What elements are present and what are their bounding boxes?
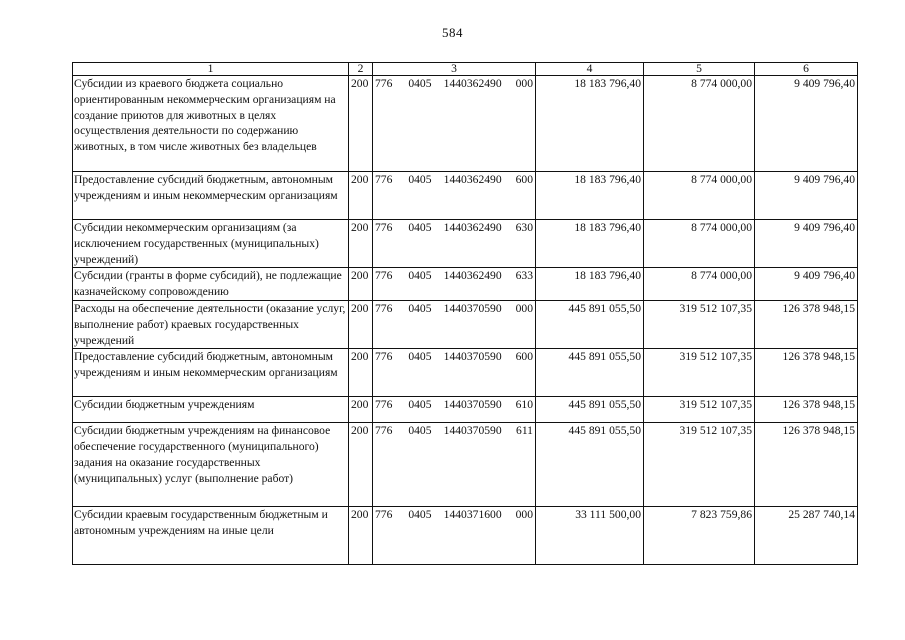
row-group-code-cell: 200 [349,172,373,220]
row-name-cell: Субсидии из краевого бюджета социально ориентированным некоммерческим организациям на создание приютов для животных в целях осуществления деятельности по содержанию животных, в том числе животных без владельцев [73,76,349,172]
row-ved-code: 776 [375,77,393,90]
page-number: 584 [442,25,463,40]
row-target-article-code: 1440370590 [443,398,502,412]
table-row [73,300,858,348]
row-classification-cell [373,268,536,301]
row-amount-col6: 126 378 948,15 [755,349,858,397]
col-header-4: 4 [536,63,644,76]
row-amount-col5: 319 512 107,35 [644,349,755,397]
row-ved-code: 776 [375,508,393,522]
row-amount-col5: 8 774 000,00 [644,220,755,268]
table-row [73,268,858,301]
row-amount-col4: 18 183 796,40 [536,220,644,268]
row-ved-code: 776 [375,350,393,364]
row-amount-col5: 8 774 000,00 [644,76,755,172]
row-section-code: 0405 [408,398,432,412]
row-expense-type-code: 000 [515,301,533,315]
row-name-cell: Предоставление субсидий бюджетным, автономным учреждениям и иным некоммерческим организациям [73,349,349,397]
row-amount-col6: 126 378 948,15 [755,397,858,423]
row-classification-cell [373,172,536,220]
row-section-code: 0405 [408,77,432,90]
row-amount-col5: 8 774 000,00 [644,172,755,220]
row-section-code: 0405 [408,424,432,438]
row-section-code: 0405 [408,173,432,186]
row-ved-code: 776 [375,424,393,438]
row-amount-col4: 445 891 055,50 [536,300,644,348]
row-expense-type-code: 600 [515,173,533,186]
budget-table [72,62,858,565]
row-classification-cell [373,507,536,565]
row-target-article-code: 1440362490 [443,173,502,186]
row-group-code-cell: 200 [349,268,373,301]
row-expense-type-code: 633 [515,269,533,283]
row-amount-col4: 445 891 055,50 [536,397,644,423]
row-section-code: 0405 [408,269,432,283]
row-target-article-code: 1440362490 [443,77,502,90]
row-expense-type-code: 000 [515,77,533,90]
row-group-code-cell: 200 [349,220,373,268]
row-amount-col6: 9 409 796,40 [755,268,858,301]
col-header-3: 3 [373,63,536,76]
row-amount-col6: 9 409 796,40 [755,76,858,172]
row-target-article-code: 1440370590 [443,350,502,364]
col-header-1: 1 [73,63,349,76]
row-name-cell: Предоставление субсидий бюджетным, автономным учреждениям и иным некоммерческим организациям [73,172,349,220]
row-expense-type-code: 611 [516,424,533,438]
row-amount-col4: 18 183 796,40 [536,268,644,301]
row-name-cell: Расходы на обеспечение деятельности (оказание услуг, выполнение работ) краевых государственных учреждений [73,300,349,348]
row-ved-code: 776 [375,269,393,283]
row-amount-col4: 18 183 796,40 [536,76,644,172]
row-amount-col6: 25 287 740,14 [755,507,858,565]
row-classification-cell [373,397,536,423]
row-classification-cell [373,220,536,268]
row-classification-cell [373,349,536,397]
row-amount-col5: 8 774 000,00 [644,268,755,301]
row-amount-col6: 126 378 948,15 [755,423,858,507]
row-name-cell: Субсидии бюджетным учреждениям на финансовое обеспечение государственного (муниципального) задания на оказание государственных (муниципальных) услуг (выполнение работ) [73,423,349,507]
row-classification-cell [373,76,536,172]
row-expense-type-code: 610 [515,398,533,412]
header-row [73,63,858,76]
row-amount-col5: 7 823 759,86 [644,507,755,565]
row-group-code-cell: 200 [349,507,373,565]
col-header-2: 2 [349,63,373,76]
row-name-cell: Субсидии краевым государственным бюджетным и автономным учреждениям на иные цели [73,507,349,565]
table-body [73,76,858,565]
row-section-code: 0405 [408,350,432,364]
row-name-cell: Субсидии некоммерческим организациям (за исключением государственных (муниципальных) учреждений) [73,220,349,268]
row-ved-code: 776 [375,398,393,412]
row-expense-type-code: 600 [515,350,533,364]
table-row [73,397,858,423]
row-amount-col6: 9 409 796,40 [755,172,858,220]
row-group-code-cell: 200 [349,423,373,507]
row-amount-col5: 319 512 107,35 [644,397,755,423]
row-group-code-cell: 200 [349,349,373,397]
row-classification-cell [373,423,536,507]
row-amount-col5: 319 512 107,35 [644,423,755,507]
row-amount-col6: 126 378 948,15 [755,300,858,348]
col-header-6: 6 [755,63,858,76]
row-name-cell: Субсидии бюджетным учреждениям [73,397,349,423]
table-row [73,349,858,397]
row-expense-type-code: 000 [515,508,533,522]
row-group-code-cell: 200 [349,397,373,423]
table-row [73,172,858,220]
row-amount-col4: 33 111 500,00 [536,507,644,565]
row-amount-col5: 319 512 107,35 [644,300,755,348]
row-amount-col6: 9 409 796,40 [755,220,858,268]
row-amount-col4: 445 891 055,50 [536,423,644,507]
row-group-code-cell: 200 [349,76,373,172]
row-ved-code: 776 [375,221,393,234]
row-expense-type-code: 630 [515,221,533,234]
row-name-cell: Субсидии (гранты в форме субсидий), не подлежащие казначейскому сопровождению [73,268,349,301]
row-target-article-code: 1440370590 [443,424,502,438]
row-amount-col4: 18 183 796,40 [536,172,644,220]
row-ved-code: 776 [375,301,393,315]
table-row [73,220,858,268]
row-target-article-code: 1440370590 [443,301,502,315]
row-section-code: 0405 [408,508,432,522]
row-target-article-code: 1440362490 [443,221,502,234]
table-row [73,76,858,172]
row-section-code: 0405 [408,221,432,234]
table-row [73,507,858,565]
row-section-code: 0405 [408,301,432,315]
table-row [73,423,858,507]
row-amount-col4: 445 891 055,50 [536,349,644,397]
row-target-article-code: 1440362490 [443,269,502,283]
row-group-code-cell: 200 [349,300,373,348]
row-classification-cell [373,300,536,348]
row-ved-code: 776 [375,173,393,186]
col-header-5: 5 [644,63,755,76]
row-target-article-code: 1440371600 [443,508,502,522]
